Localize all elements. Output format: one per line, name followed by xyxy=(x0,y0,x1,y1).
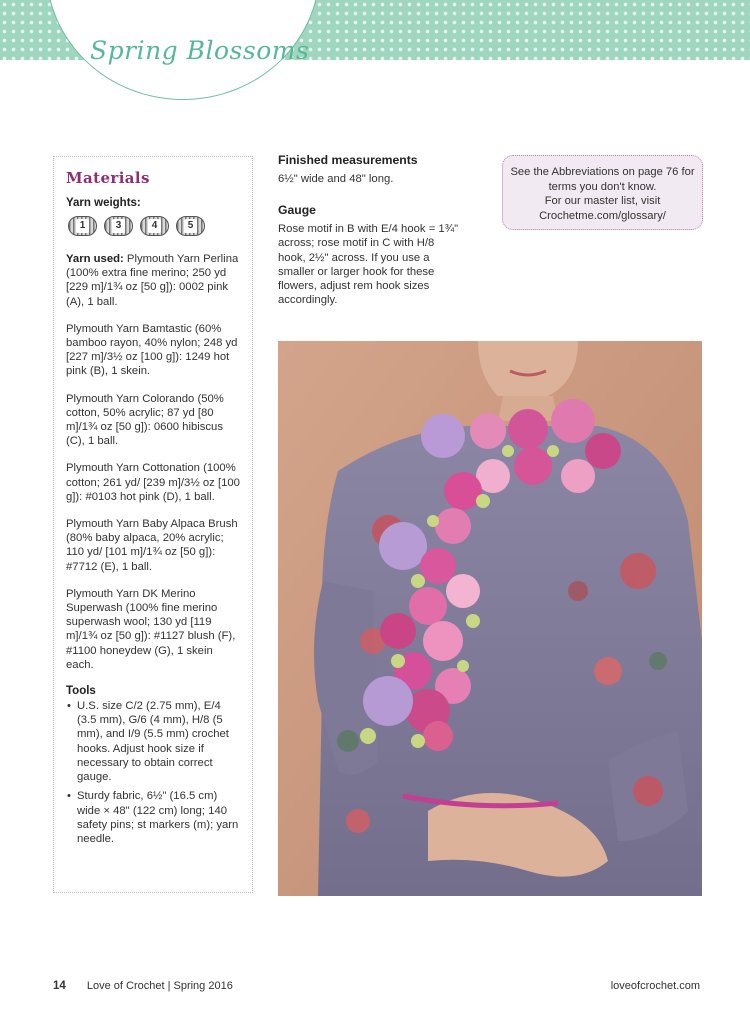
yarn-d: Plymouth Yarn Cottonation (100% cotton; 261 yd/ [239 m]/3½ oz [100 g]): #0103 hot pink (D), 1 ball. xyxy=(66,462,240,503)
yarn-weights-label: Yarn weights: xyxy=(66,197,141,209)
finished-measurements-heading: Finished measurements xyxy=(278,153,418,167)
yarn-weight-1-icon: 1 xyxy=(68,216,97,236)
model-photo xyxy=(278,341,702,896)
footer-website: loveofcrochet.com xyxy=(610,980,700,992)
yarn-used-label: Yarn used: xyxy=(66,253,124,265)
gauge-heading: Gauge xyxy=(278,203,316,218)
tool-hooks: • U.S. size C/2 (2.75 mm), E/4 (3.5 mm), G/6 (4 mm), H/8 (5 mm), and I/9 (5.5 mm) crochet hooks. Adjust hook size if necessary to obtain correct gauge. xyxy=(66,699,240,784)
measurements-column xyxy=(278,153,463,324)
finished-measurements-text: 6½" wide and 48" long. xyxy=(278,173,394,185)
yarn-weight-icons xyxy=(68,216,240,236)
tool-fabric: • Sturdy fabric, 6½" (16.5 cm) wide × 48" (122 cm) long; 140 safety pins; st markers (m); yarn needle. xyxy=(66,789,240,846)
materials-sidebar xyxy=(53,156,253,893)
publication-name: Love of Crochet xyxy=(86,980,165,992)
note-line-2: For our master list, visit Crochetme.com/glossary/ xyxy=(539,195,666,222)
yarn-weight-3-icon: 3 xyxy=(104,216,133,236)
tools-heading: Tools xyxy=(66,685,96,698)
yarn-weight-4-icon: 4 xyxy=(140,216,169,236)
yarn-weight-5-icon: 5 xyxy=(176,216,205,236)
yarn-c: Plymouth Yarn Colorando (50% cotton, 50% acrylic; 87 yd [80 m]/1¾ oz [50 g]): 0600 hibiscus (C), 1 ball. xyxy=(66,392,224,448)
yarn-used-a: Yarn used: Plymouth Yarn Perlina (100% extra fine merino; 250 yd [229 m]/1¾ oz [50 g]): 0002 pink (A), 1 ball. xyxy=(66,253,239,308)
page-number: 14 xyxy=(53,980,66,992)
yarn-b: Plymouth Yarn Bamtastic (60% bamboo rayon, 40% nylon; 248 yd [227 m]/3½ oz [100 g]): 1249 hot pink (B), 1 skein. xyxy=(66,322,238,378)
gauge-text: Rose motif in B with E/4 hook = 1¾" across; rose motif in C with H/8 hook, 2½" across. If you use a smaller or larger hook for these flowers, adjust rem hook sizes accordingly. xyxy=(278,223,459,307)
issue-name: Spring 2016 xyxy=(173,980,233,992)
note-line-1: See the Abbreviations on page 76 for terms you don't know. xyxy=(510,166,695,193)
materials-title: Materials xyxy=(66,169,150,187)
footer-left: 14 Love of Crochet | Spring 2016 xyxy=(53,980,233,992)
yarn-f-g: Plymouth Yarn DK Merino Superwash (100% fine merino superwash wool; 130 yd [119 m]/1¾ oz [50 g]): #1127 blush (F), #1100 honeydew (G), 1 skein each. xyxy=(66,587,236,671)
abbreviations-note xyxy=(502,155,703,230)
yarn-e: Plymouth Yarn Baby Alpaca Brush (80% baby alpaca, 20% acrylic; 110 yd/ [101 m]/1¾ oz [50 g]): #7712 (E), 1 ball. xyxy=(66,518,238,573)
section-title: Spring Blossoms xyxy=(90,36,310,65)
